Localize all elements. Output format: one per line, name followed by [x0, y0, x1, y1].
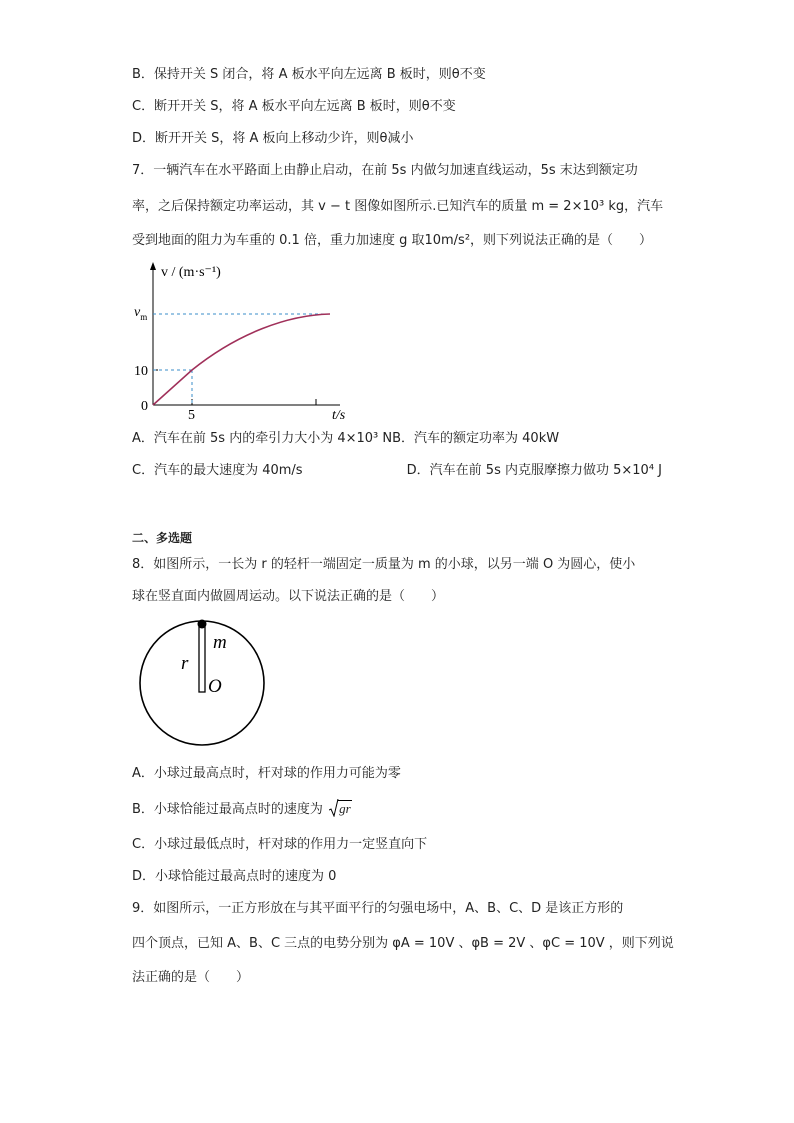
q7-y-tick-10: 10: [134, 364, 148, 379]
q7-option-b: B．汽车的额定功率为 40kW: [392, 431, 560, 446]
q9-stem-line3: 法正确的是（ ）: [132, 970, 250, 985]
q7-x-tick-5: 5: [188, 408, 195, 422]
q8-option-b: B．小球恰能过最高点时的速度为: [132, 802, 323, 817]
q8-stem-line1: 8．如图所示，一长为 r 的轻杆一端固定一质量为 m 的小球，以另一端 O 为圆心，使小: [132, 557, 636, 572]
q7-options-row2: [132, 462, 662, 480]
q7-vm-sub: m: [140, 312, 148, 322]
q7-options-row1: [132, 430, 662, 448]
q8-circle-figure: [136, 617, 268, 749]
q8-ball: [198, 620, 207, 629]
q7-stem-line1: 7．一辆汽车在水平路面上由静止启动，在前 5s 内做匀加速直线运动，5s 末达到额定功: [132, 163, 638, 178]
q7-option-d: D．汽车在前 5s 内克服摩擦力做功 5×10⁴ J: [406, 463, 662, 478]
section-multiple-choice-heading: 二、多选题: [132, 531, 193, 545]
q7-option-a: A．汽车在前 5s 内的牵引力大小为 4×10³ N: [132, 431, 393, 446]
q8-option-b-row: [132, 800, 352, 819]
q8-sqrt-sign-icon: [329, 799, 339, 817]
q6-option-d: D．断开开关 S，将 A 板向上移动少许，则θ减小: [132, 131, 414, 146]
q9-stem-line1: 9．如图所示，一正方形放在与其平面平行的匀强电场中，A、B、C、D 是该正方形的: [132, 901, 624, 916]
q7-y-axis-label: v / (m·s⁻¹): [161, 265, 221, 280]
q7-vt-graph: [128, 258, 358, 422]
q6-option-c: C．断开开关 S，将 A 板水平向左远离 B 板时，则θ不变: [132, 99, 456, 114]
q8-label-m: m: [213, 632, 227, 653]
q7-stem-line3: 受到地面的阻力为车重的 0.1 倍，重力加速度 g 取10m/s²，则下列说法正确的是（ ）: [132, 233, 653, 248]
q8-label-r: r: [181, 653, 189, 674]
q8-label-O: O: [208, 676, 222, 697]
q8-option-c: C．小球过最低点时，杆对球的作用力一定竖直向下: [132, 837, 428, 852]
q8-option-b-sqrt: [329, 800, 352, 819]
q7-vm-label: [134, 305, 147, 322]
q7-option-c: C．汽车的最大速度为 40m/s: [132, 463, 303, 478]
q9-stem-line2: 四个顶点，已知 A、B、C 三点的电势分别为 φA = 10V 、φB = 2V 、φC = 10V ，则下列说: [132, 936, 674, 951]
q8-option-d: D．小球恰能过最高点时的速度为 0: [132, 869, 337, 884]
q7-origin: 0: [141, 399, 148, 414]
q7-x-axis-label: t/s: [332, 408, 346, 422]
q7-vm-letter: v: [134, 305, 141, 320]
q7-y-axis-arrow: [150, 262, 156, 270]
q7-stem-line2: 率，之后保持额定功率运动，其 v − t 图像如图所示.已知汽车的质量 m = 2×10³ kg，汽车: [132, 199, 664, 214]
q6-option-b: B．保持开关 S 闭合，将 A 板水平向左远离 B 板时，则θ不变: [132, 67, 486, 82]
q8-option-a: A．小球过最高点时，杆对球的作用力可能为零: [132, 766, 401, 781]
q7-vt-curve: [153, 314, 330, 405]
q8-rod: [199, 625, 205, 692]
q8-stem-line2: 球在竖直面内做圆周运动。以下说法正确的是（ ）: [132, 589, 445, 604]
q8-sqrt-radicand: gr: [339, 801, 351, 816]
